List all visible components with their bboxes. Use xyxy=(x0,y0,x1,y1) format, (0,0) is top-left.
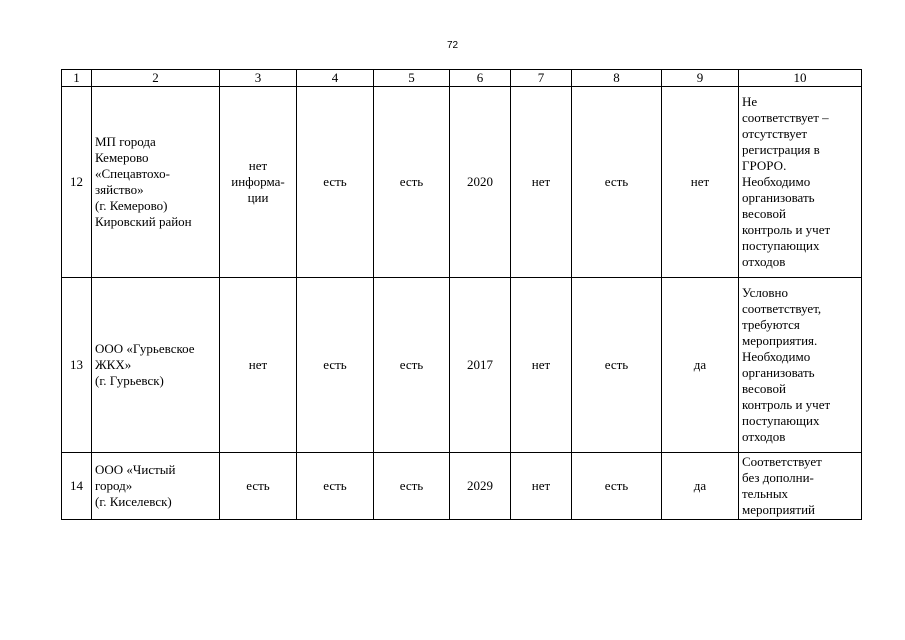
organization-name: МП города Кемерово «Спецавтохо- зяйство» (г. Кемерово) Кировский район xyxy=(92,87,220,278)
cell-col3: нет информа- ции xyxy=(220,87,297,278)
header-row xyxy=(62,70,862,87)
cell-col9: нет xyxy=(662,87,739,278)
cell-col8: есть xyxy=(572,278,662,453)
compliance-note: Соответствует без дополни- тельных мероприятий xyxy=(739,453,862,520)
page-number: 72 xyxy=(446,40,459,51)
column-header: 1 xyxy=(62,70,92,87)
row-number: 14 xyxy=(62,453,92,520)
table-row xyxy=(62,453,862,520)
cell-col6: 2020 xyxy=(450,87,511,278)
cell-col8: есть xyxy=(572,453,662,520)
table-row xyxy=(62,87,862,278)
cell-col7: нет xyxy=(511,453,572,520)
row-number: 13 xyxy=(62,278,92,453)
cell-col3: есть xyxy=(220,453,297,520)
cell-col8: есть xyxy=(572,87,662,278)
column-header: 4 xyxy=(297,70,374,87)
column-header: 3 xyxy=(220,70,297,87)
organization-name: ООО «Гурьевское ЖКХ» (г. Гурьевск) xyxy=(92,278,220,453)
cell-col9: да xyxy=(662,453,739,520)
column-header: 10 xyxy=(739,70,862,87)
cell-col6: 2017 xyxy=(450,278,511,453)
column-header: 2 xyxy=(92,70,220,87)
cell-col6: 2029 xyxy=(450,453,511,520)
table-row xyxy=(62,278,862,453)
column-header: 5 xyxy=(374,70,450,87)
column-header: 6 xyxy=(450,70,511,87)
cell-col4: есть xyxy=(297,87,374,278)
column-header: 7 xyxy=(511,70,572,87)
cell-col7: нет xyxy=(511,278,572,453)
column-header: 8 xyxy=(572,70,662,87)
cell-col9: да xyxy=(662,278,739,453)
cell-col4: есть xyxy=(297,278,374,453)
cell-col5: есть xyxy=(374,453,450,520)
organization-name: ООО «Чистый город» (г. Киселевск) xyxy=(92,453,220,520)
compliance-note: Условно соответствует, требуются мероприятия. Необходимо организовать весовой контроль и учет поступающих отходов xyxy=(739,278,862,453)
cell-col5: есть xyxy=(374,278,450,453)
cell-col7: нет xyxy=(511,87,572,278)
column-header: 9 xyxy=(662,70,739,87)
cell-col5: есть xyxy=(374,87,450,278)
data-table xyxy=(61,69,862,520)
compliance-note: Не соответствует – отсутствует регистрация в ГРОРО. Необходимо организовать весовой контроль и учет поступающих отходов xyxy=(739,87,862,278)
cell-col3: нет xyxy=(220,278,297,453)
cell-col4: есть xyxy=(297,453,374,520)
row-number: 12 xyxy=(62,87,92,278)
